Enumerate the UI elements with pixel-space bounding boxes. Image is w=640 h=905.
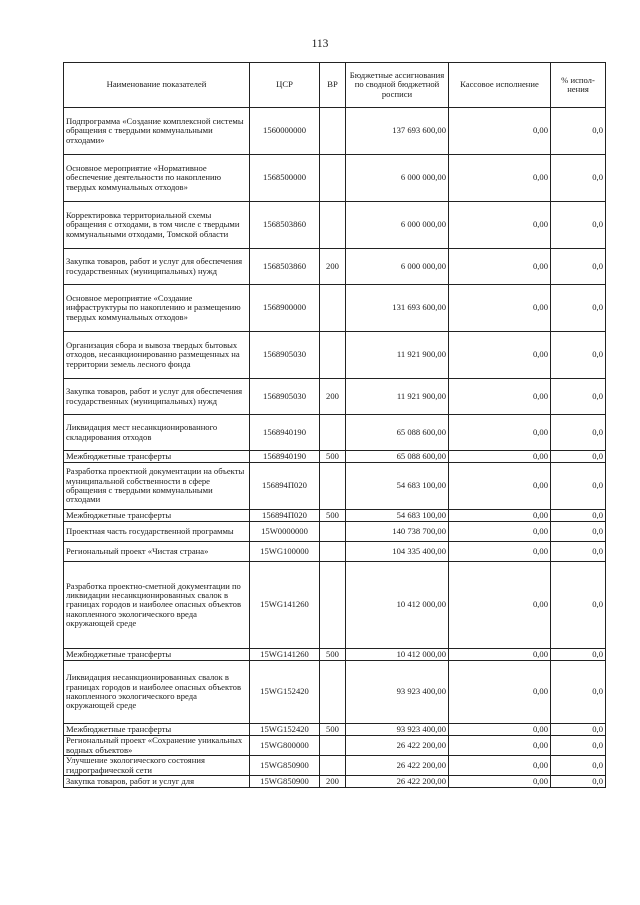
table-row: [64, 522, 606, 542]
cell-amount: 65 088 600,00: [346, 451, 449, 463]
cell-vr: [320, 562, 346, 649]
cell-pct: 0,0: [551, 661, 606, 724]
table-row: [64, 562, 606, 649]
cell-vr: [320, 108, 346, 155]
cell-pct: 0,0: [551, 542, 606, 562]
cell-csr: 15W0000000: [250, 522, 320, 542]
cell-cash: 0,00: [449, 202, 551, 249]
cell-csr: 15WG850900: [250, 776, 320, 788]
cell-name: Корректировка территориальной схемы обращения с отходами, в том числе с твердыми коммунальными отходами, Томской области: [64, 202, 250, 249]
table-row: [64, 510, 606, 522]
cell-csr: 15WG141260: [250, 562, 320, 649]
cell-amount: 11 921 900,00: [346, 332, 449, 379]
cell-csr: 15WG152420: [250, 661, 320, 724]
cell-csr: 1568905030: [250, 379, 320, 415]
cell-csr: 1568900000: [250, 285, 320, 332]
cell-cash: 0,00: [449, 285, 551, 332]
cell-name: Закупка товаров, работ и услуг для: [64, 776, 250, 788]
cell-pct: 0,0: [551, 522, 606, 542]
cell-cash: 0,00: [449, 724, 551, 736]
cell-pct: 0,0: [551, 562, 606, 649]
table-row: [64, 379, 606, 415]
cell-cash: 0,00: [449, 522, 551, 542]
cell-csr: 1568940190: [250, 451, 320, 463]
table-row: [64, 756, 606, 776]
cell-pct: 0,0: [551, 108, 606, 155]
cell-cash: 0,00: [449, 108, 551, 155]
table-row: [64, 649, 606, 661]
cell-name: Ликвидация мест несанкционированного складирования отходов: [64, 415, 250, 451]
table-row: [64, 285, 606, 332]
cell-csr: 1568940190: [250, 415, 320, 451]
cell-cash: 0,00: [449, 736, 551, 756]
cell-cash: 0,00: [449, 776, 551, 788]
budget-execution-table: [63, 62, 606, 788]
cell-cash: 0,00: [449, 155, 551, 202]
cell-amount: 131 693 600,00: [346, 285, 449, 332]
cell-pct: 0,0: [551, 510, 606, 522]
cell-csr: 15WG800000: [250, 736, 320, 756]
cell-amount: 137 693 600,00: [346, 108, 449, 155]
cell-name: Межбюджетные трансферты: [64, 510, 250, 522]
cell-pct: 0,0: [551, 202, 606, 249]
cell-vr: [320, 463, 346, 510]
cell-vr: 500: [320, 451, 346, 463]
cell-vr: 200: [320, 249, 346, 285]
cell-name: Подпрограмма «Создание комплексной системы обращения с твердыми коммунальными отходами»: [64, 108, 250, 155]
cell-amount: 104 335 400,00: [346, 542, 449, 562]
cell-amount: 54 683 100,00: [346, 510, 449, 522]
table-row: [64, 332, 606, 379]
cell-vr: [320, 522, 346, 542]
table-row: [64, 155, 606, 202]
table-row: [64, 661, 606, 724]
cell-vr: [320, 756, 346, 776]
cell-csr: 1560000000: [250, 108, 320, 155]
cell-name: Ликвидация несанкционированных свалок в границах городов и наиболее опасных объектов накопленного экологического вреда окружающей среде: [64, 661, 250, 724]
cell-vr: [320, 542, 346, 562]
cell-pct: 0,0: [551, 155, 606, 202]
cell-csr: 1568503860: [250, 249, 320, 285]
cell-cash: 0,00: [449, 562, 551, 649]
cell-csr: 1568503860: [250, 202, 320, 249]
header-csr: ЦСР: [250, 63, 320, 108]
cell-vr: 500: [320, 510, 346, 522]
table-row: [64, 415, 606, 451]
cell-csr: 156894П020: [250, 463, 320, 510]
cell-name: Улучшение экологического состояния гидрографической сети: [64, 756, 250, 776]
cell-vr: 200: [320, 379, 346, 415]
cell-pct: 0,0: [551, 463, 606, 510]
table-row: [64, 451, 606, 463]
cell-name: Разработка проектно-сметной документации по ликвидации несанкционированных свалок в границах городов и наиболее опасных объектов накопленного экологического вреда окружающей среде: [64, 562, 250, 649]
cell-amount: 93 923 400,00: [346, 724, 449, 736]
cell-csr: 1568905030: [250, 332, 320, 379]
cell-name: Организация сбора и вывоза твердых бытовых отходов, несанкционированно размещенных на территории земель лесного фонда: [64, 332, 250, 379]
cell-vr: 500: [320, 724, 346, 736]
cell-pct: 0,0: [551, 285, 606, 332]
cell-pct: 0,0: [551, 736, 606, 756]
cell-name: Закупка товаров, работ и услуг для обеспечения государственных (муниципальных) нужд: [64, 249, 250, 285]
cell-amount: 26 422 200,00: [346, 736, 449, 756]
cell-vr: [320, 202, 346, 249]
cell-pct: 0,0: [551, 724, 606, 736]
cell-vr: [320, 661, 346, 724]
cell-name: Закупка товаров, работ и услуг для обеспечения государственных (муниципальных) нужд: [64, 379, 250, 415]
cell-cash: 0,00: [449, 463, 551, 510]
cell-vr: [320, 332, 346, 379]
cell-amount: 26 422 200,00: [346, 756, 449, 776]
cell-amount: 65 088 600,00: [346, 415, 449, 451]
cell-pct: 0,0: [551, 756, 606, 776]
cell-cash: 0,00: [449, 661, 551, 724]
cell-cash: 0,00: [449, 415, 551, 451]
table-row: [64, 202, 606, 249]
cell-cash: 0,00: [449, 249, 551, 285]
cell-amount: 6 000 000,00: [346, 155, 449, 202]
table-row: [64, 108, 606, 155]
cell-amount: 54 683 100,00: [346, 463, 449, 510]
cell-pct: 0,0: [551, 249, 606, 285]
cell-cash: 0,00: [449, 332, 551, 379]
cell-csr: 15WG141260: [250, 649, 320, 661]
header-percent: % испол-нения: [551, 63, 606, 108]
table-row: [64, 736, 606, 756]
cell-pct: 0,0: [551, 379, 606, 415]
table-row: [64, 249, 606, 285]
header-name: Наименование показателей: [64, 63, 250, 108]
cell-csr: 15WG100000: [250, 542, 320, 562]
page-number: 113: [311, 38, 329, 50]
table-row: [64, 463, 606, 510]
cell-cash: 0,00: [449, 542, 551, 562]
cell-cash: 0,00: [449, 649, 551, 661]
table-row: [64, 724, 606, 736]
cell-name: Межбюджетные трансферты: [64, 451, 250, 463]
cell-cash: 0,00: [449, 379, 551, 415]
cell-name: Разработка проектной документации на объекты муниципальной собственности в сфере обращения с твердыми коммунальными отходами: [64, 463, 250, 510]
cell-vr: 200: [320, 776, 346, 788]
cell-name: Основное мероприятие «Нормативное обеспечение деятельности по накоплению твердых коммунальных отходов»: [64, 155, 250, 202]
cell-csr: 15WG152420: [250, 724, 320, 736]
cell-amount: 93 923 400,00: [346, 661, 449, 724]
header-cash-execution: Кассовое исполнение: [449, 63, 551, 108]
cell-name: Региональный проект «Чистая страна»: [64, 542, 250, 562]
cell-amount: 140 738 700,00: [346, 522, 449, 542]
cell-name: Межбюджетные трансферты: [64, 649, 250, 661]
cell-cash: 0,00: [449, 756, 551, 776]
cell-vr: [320, 155, 346, 202]
cell-amount: 6 000 000,00: [346, 202, 449, 249]
cell-pct: 0,0: [551, 332, 606, 379]
cell-pct: 0,0: [551, 451, 606, 463]
cell-amount: 6 000 000,00: [346, 249, 449, 285]
cell-amount: 10 412 000,00: [346, 649, 449, 661]
table-header-row: [64, 63, 606, 108]
cell-csr: 156894П020: [250, 510, 320, 522]
cell-vr: [320, 415, 346, 451]
cell-amount: 26 422 200,00: [346, 776, 449, 788]
cell-cash: 0,00: [449, 451, 551, 463]
table-row: [64, 542, 606, 562]
cell-pct: 0,0: [551, 776, 606, 788]
cell-vr: [320, 736, 346, 756]
cell-amount: 11 921 900,00: [346, 379, 449, 415]
cell-csr: 1568500000: [250, 155, 320, 202]
cell-name: Проектная часть государственной программы: [64, 522, 250, 542]
cell-name: Региональный проект «Сохранение уникальных водных объектов»: [64, 736, 250, 756]
table-row: [64, 776, 606, 788]
cell-name: Межбюджетные трансферты: [64, 724, 250, 736]
cell-pct: 0,0: [551, 415, 606, 451]
cell-name: Основное мероприятие «Создание инфраструктуры по накоплению и размещению твердых коммунальных отходов»: [64, 285, 250, 332]
cell-cash: 0,00: [449, 510, 551, 522]
header-vr: ВР: [320, 63, 346, 108]
cell-amount: 10 412 000,00: [346, 562, 449, 649]
header-assignments: Бюджетные ассигнования по сводной бюджетной росписи: [346, 63, 449, 108]
cell-vr: 500: [320, 649, 346, 661]
cell-pct: 0,0: [551, 649, 606, 661]
cell-csr: 15WG850900: [250, 756, 320, 776]
cell-vr: [320, 285, 346, 332]
